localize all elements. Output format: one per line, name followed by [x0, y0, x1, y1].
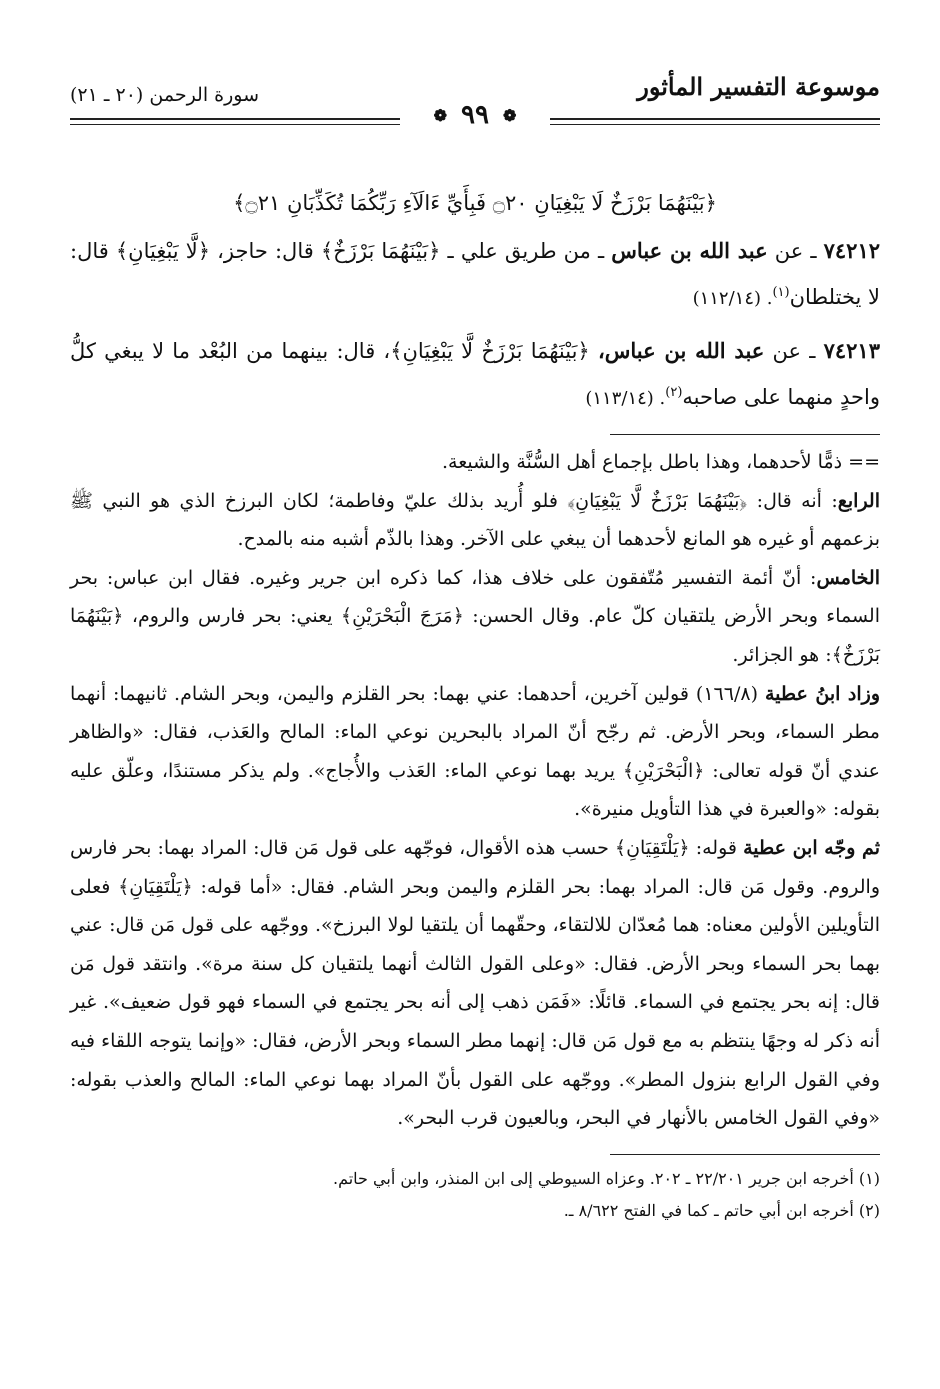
hadith-entry — [70, 330, 880, 420]
ornament-icon: ❁ — [502, 105, 517, 125]
commentary — [70, 443, 880, 1138]
header-rule — [70, 124, 400, 125]
surah-title: سورة الرحمن (٢٠ ـ ٢١) — [70, 84, 260, 106]
quran-verse: ﴿بَيْنَهُمَا بَرْزَخٌ لَا يَبْغِيَانِ ۝٢٠ فَبِأَيِّ ءَالَآءِ رَبِّكُمَا تُكَذِّبَانِ ۝٢١﴾ — [233, 191, 717, 215]
header-rule — [550, 124, 880, 125]
page-number-block — [434, 100, 517, 130]
header-rule — [550, 118, 880, 120]
entry-prefix: ـ عن — [767, 239, 824, 263]
commentary-paragraph: الرابع: أنه قال: ﴿بَيْنَهُمَا بَرْزَخٌ لَّا يَبْغِيَانِ﴾ فلو أُريد بذلك عليّ وفاطمة؛ لكان البرزخ الذي هو النبي ﷺ بزعمهم أو غيره هو المانع لأحدهما أن يبغي على الآخر. وهذا بالذّم أشبه منه بالمدح. — [70, 489, 880, 551]
footnotes — [70, 1163, 880, 1227]
paragraph-keyword: الخامس — [816, 566, 880, 589]
entry-reference: . (١١٣/١٤) — [585, 388, 666, 409]
narrator-name: عبد الله بن عباس، — [597, 338, 765, 363]
entry-number: ٧٤٢١٣ — [823, 338, 880, 363]
commentary-paragraph: ثم وجّه ابن عطية قوله: ﴿يَلْتَقِيَانِ﴾ حسب هذه الأقوال، فوجّهه على قول مَن قال: المراد بهما: بحر فارس والروم. وقول مَن قال: المراد بهما: بحر القلزم واليمن وبحر الشام. فقال: «أما قوله: ﴿يَلْتَقِيَانِ﴾ فعلى التأويلين الأولين معناه: هما مُعدّان للالتقاء، وحقّهما أن يلتقيا لولا البرزخ». ووجّهه على قول مَن قال: عني بهما بحر السماء وبحر الأرض. فقال: «وعلى القول الثالث أنهما يلتقيان كل سنة مرة». وانتقد قول مَن قال: إنه بحر يجتمع في السماء. قائلًا: «فَمَن ذهب إلى أنه بحر يجتمع في السماء فهو قول ضعيف». غير أنه ذكر له وجهًا ينتظم به مع قول مَن قال: إنهما مطر السماء وبحر الأرض، فقال: «وإنما يتوجه اللقاء فيه وفي القول الرابع بنزول المطر». ووجّهه على القول بأنّ المراد بهما نوعي الماء: المالح والعذب بقوله: «وفي القول الخامس بالأنهار في البحر، وبالعيون قرب البحر». — [70, 836, 881, 1130]
paragraph-keyword: وزاد ابنُ عطية — [764, 682, 881, 705]
paragraph-keyword: ثم وجّه ابن عطية — [743, 836, 880, 859]
hadith-entry — [70, 230, 880, 320]
paragraph-keyword: الرابع — [837, 489, 880, 512]
footnote-marker[interactable]: (٢) — [665, 385, 683, 400]
commentary-paragraph: == ذمًّا لأحدهما، وهذا باطل بإجماع أهل السُّنَّة والشيعة. — [442, 451, 880, 473]
page-number: ٩٩ — [461, 100, 489, 130]
ornament-icon: ❁ — [433, 105, 448, 125]
commentary-paragraph: الخامس: أنّ أئمة التفسير مُتّفقون على خلاف هذا، كما ذكره ابن جرير وغيره. فقال ابن عباس: بحر السماء وبحر الأرض يلتقيان كلّ عام. وقال الحسن: ﴿مَرَجَ الْبَحْرَيْنِ﴾ يعني: بحر فارس والروم، ﴿بَيْنَهُمَا بَرْزَخٌ﴾: هو الجزائر. — [70, 566, 881, 666]
footnote-separator — [610, 1154, 880, 1155]
entry-number: ٧٤٢١٢ — [823, 238, 881, 263]
footnote: (١) أخرجه ابن جرير ٢٢/٢٠١ ـ ٢٠٢. وعزاه السيوطي إلى ابن المنذر، وابن أبي حاتم. — [332, 1168, 880, 1188]
entry-prefix: ـ عن — [764, 339, 824, 363]
entry-reference: . (١١٢/١٤) — [692, 288, 773, 309]
entry-text: ـ من طريق علي ـ ﴿بَيْنَهُمَا بَرْزَخٌ﴾ قال: حاجز، ﴿لَّا يَبْغِيَانِ﴾ قال: لا يختلطان — [70, 239, 880, 309]
footnote: (٢) أخرجه ابن أبي حاتم ـ كما في الفتح ٨/٦٢٢ ـ. — [563, 1200, 880, 1220]
book-title: موسوعة التفسير المأثور — [637, 72, 880, 101]
entry-text: ﴿بَيْنَهُمَا بَرْزَخٌ لَّا يَبْغِيَانِ﴾، قال: بينهما من البُعْد ما لا يبغي كلُّ واحدٍ منهما على صاحبه — [70, 339, 880, 409]
footnote-marker[interactable]: (١) — [772, 285, 790, 300]
notes-separator — [610, 434, 880, 435]
page — [70, 70, 880, 1227]
page-header — [70, 70, 880, 130]
header-rule — [70, 118, 400, 120]
commentary-paragraph: وزاد ابنُ عطية (١٦٦/٨) قولين آخرين، أحدهما: عني بهما: بحر القلزم واليمن، وبحر الشام. ثانيهما: أنهما مطر السماء، وبحر الأرض. ثم رجّح أنّ المراد بالبحرين نوعي الماء: المالح والعَذب، فقال: «والظاهر عندي أنّ قوله تعالى: ﴿الْبَحْرَيْنِ﴾ يريد بهما نوعي الماء: العَذب والأُجاج». ولم يذكر مستندًا، وعلّق عليه بقوله: «والعبرة في هذا التأويل منيرة». — [70, 682, 881, 821]
narrator-name: عبد الله بن عباس — [611, 238, 768, 263]
